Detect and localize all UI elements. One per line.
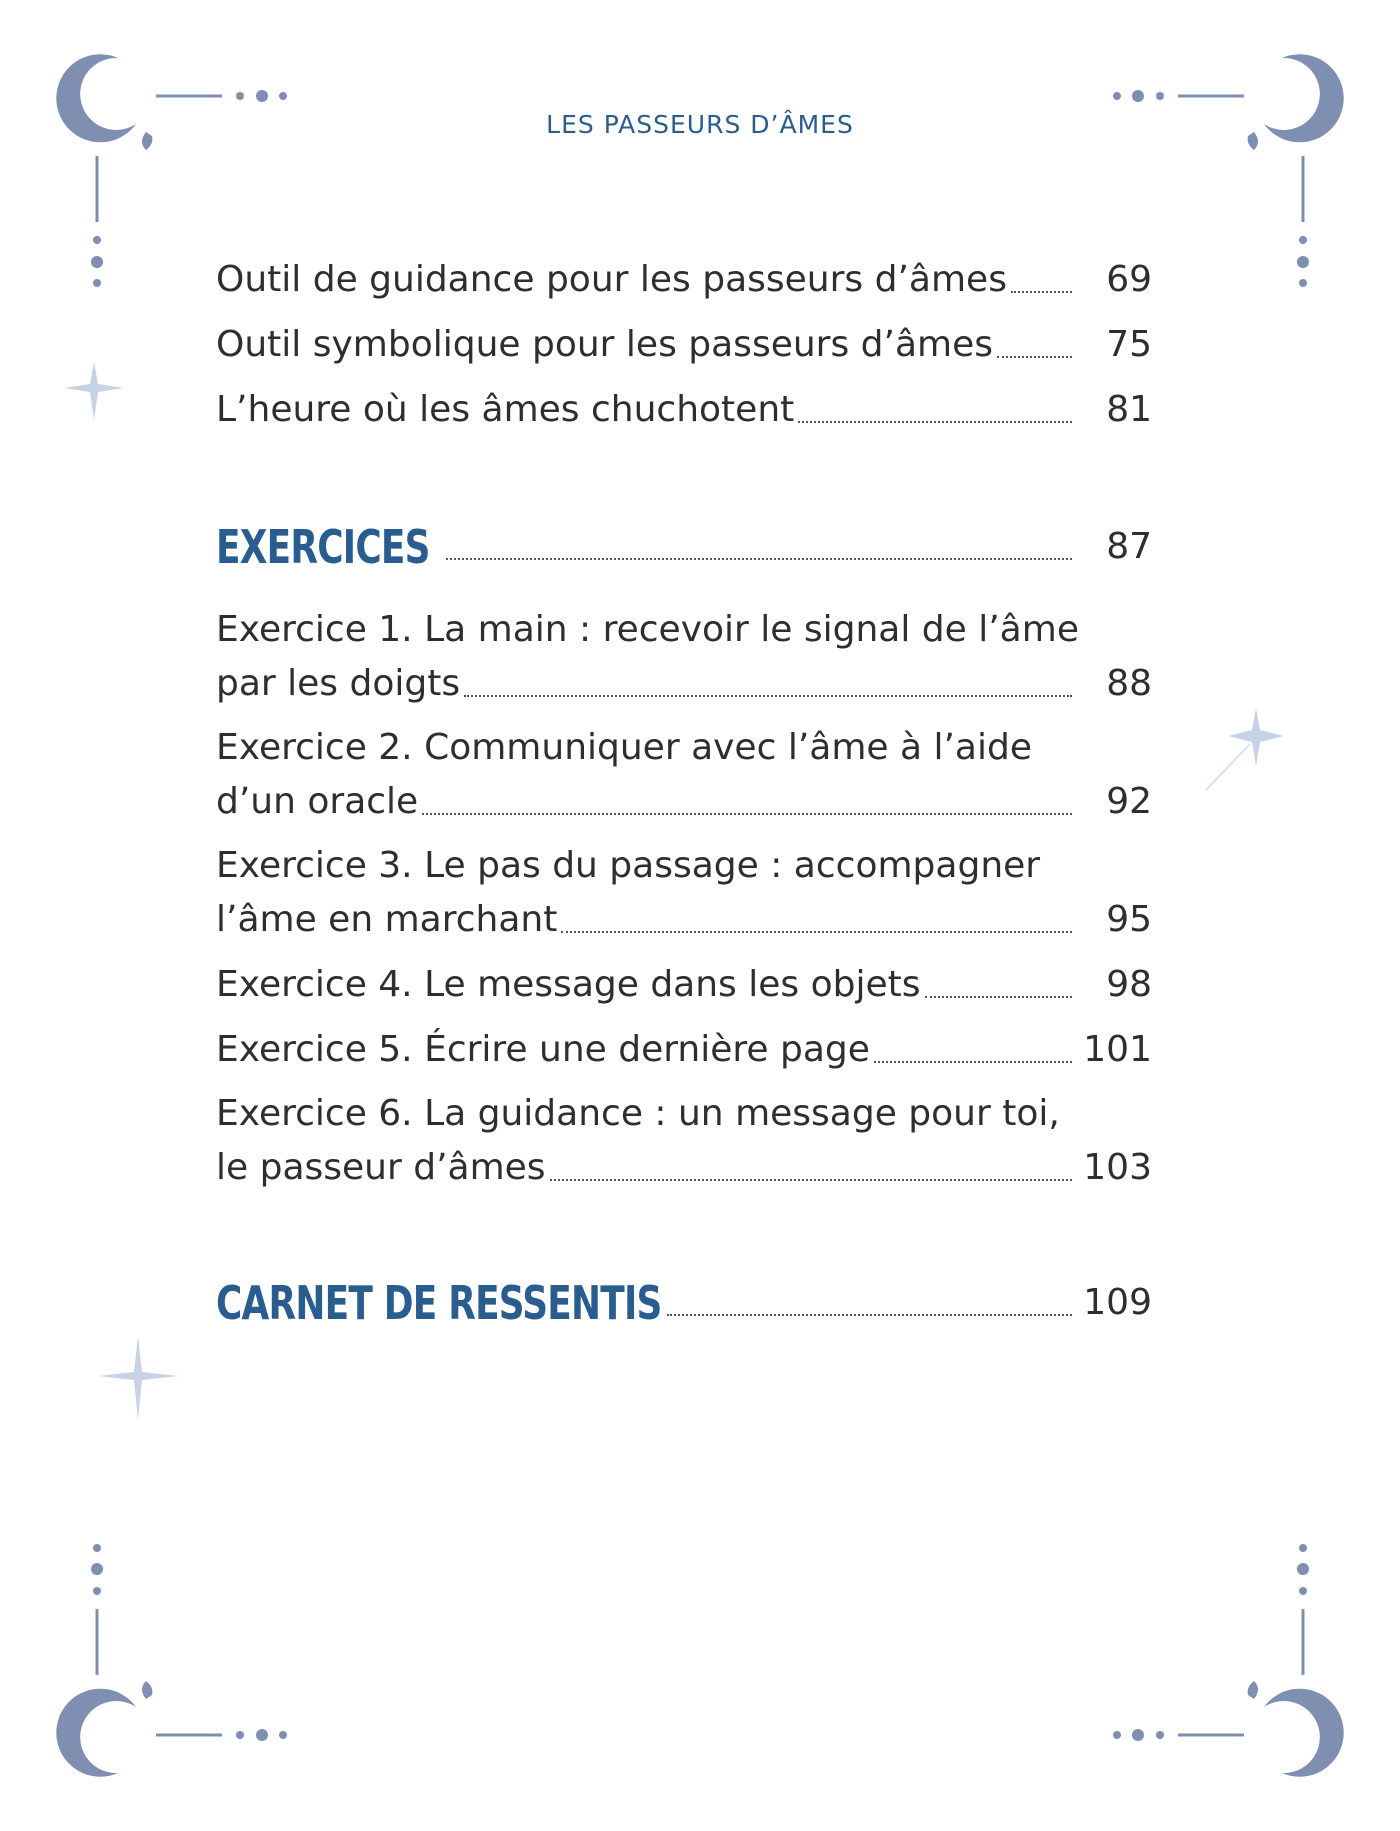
toc-entry[interactable] [216,727,1152,829]
toc-page-number: 109 [1083,1282,1152,1323]
toc-page-number: 69 [1106,259,1152,300]
toc-entry-label: Outil symbolique pour les passeurs d’âmes [216,324,993,365]
dot-leader [561,931,1072,933]
toc-entry-label-continued: d’un oracle [216,781,419,822]
toc-entry-label: L’heure où les âmes chuchotent [216,389,795,430]
sparkle-icon [64,362,124,420]
dot-leader [925,996,1073,998]
toc-page-number: 103 [1083,1147,1152,1188]
toc-page-number: 95 [1106,899,1152,940]
crescent-moon-icon [56,1681,152,1777]
toc-entry-label: Exercice 3. Le pas du passage : accompagner [216,845,1041,886]
dot-leader [997,356,1072,358]
toc-page-number: 101 [1083,1029,1152,1070]
toc-entry[interactable] [216,609,1152,711]
sparkle-icon [1206,708,1284,790]
toc-entry-label: Exercice 6. La guidance : un message pour toi, [216,1093,1060,1134]
toc-entry[interactable] [216,845,1152,947]
toc-page-number: 75 [1106,324,1152,365]
toc-entry[interactable] [216,1023,1152,1077]
dot-leader [446,558,1072,560]
toc-entry[interactable] [216,318,1152,372]
section-heading-exercices[interactable] [216,520,1152,574]
toc-entry-label-continued: par les doigts [216,663,461,704]
dot-leader [550,1179,1072,1181]
toc-page-number: 87 [1106,526,1152,567]
section-title: EXERCICES [216,520,430,574]
toc-page-number: 98 [1106,964,1152,1005]
toc-entry[interactable] [216,253,1152,307]
section-heading-carnet[interactable] [216,1276,1152,1330]
dot-leader [667,1314,1072,1316]
toc-entry[interactable] [216,1093,1152,1195]
dot-leader [422,813,1072,815]
toc-entry-label-continued: le passeur d’âmes [216,1147,546,1188]
running-head: LES PASSEURS D’ÂMES [546,110,854,139]
sparkle-icon [98,1336,178,1420]
toc-entry[interactable] [216,958,1152,1012]
toc-page-number: 88 [1106,663,1152,704]
toc-entry[interactable] [216,383,1152,437]
dot-leader [798,421,1072,423]
crescent-moon-icon [1248,1681,1344,1777]
toc-entry-label: Exercice 2. Communiquer avec l’âme à l’aide [216,727,1032,768]
section-title: CARNET DE RESSENTIS [216,1276,662,1330]
dot-leader [1011,291,1072,293]
toc-entry-label: Exercice 1. La main : recevoir le signal de l’âme [216,609,1079,650]
toc-page-number: 92 [1106,781,1152,822]
toc-page-number: 81 [1106,389,1152,430]
toc-entry-label: Outil de guidance pour les passeurs d’âmes [216,259,1007,300]
toc-entry-label: Exercice 4. Le message dans les objets [216,964,921,1005]
dot-leader [874,1061,1072,1063]
dot-leader [464,695,1072,697]
toc-entry-label: Exercice 5. Écrire une dernière page [216,1029,870,1070]
toc-entry-label-continued: l’âme en marchant [216,899,558,940]
